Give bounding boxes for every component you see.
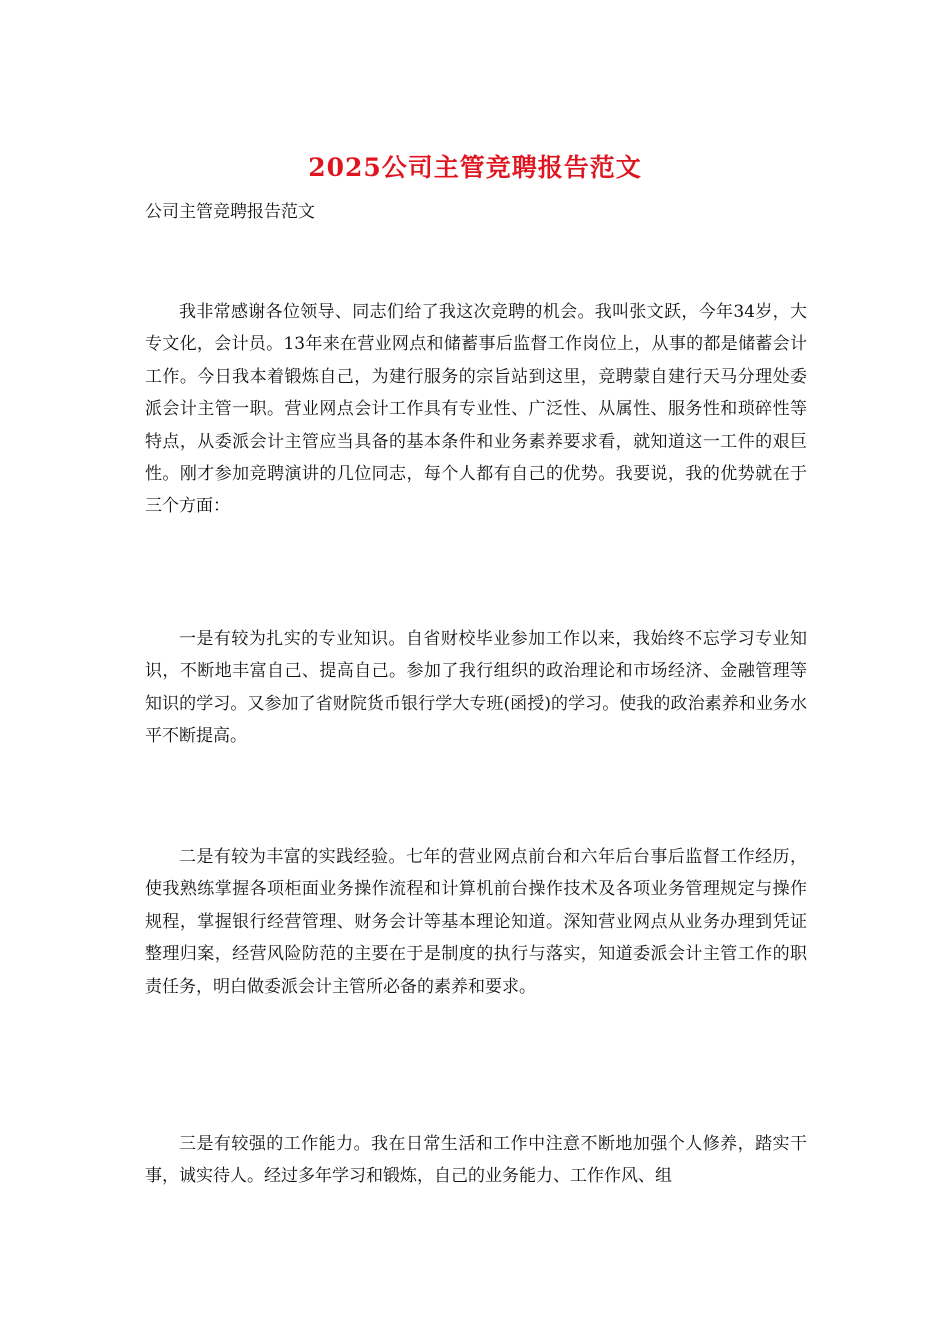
paragraph-practical-experience: 二是有较为丰富的实践经验。七年的营业网点前台和六年后台事后监督工作经历，使我熟练掌握各项柜面业务操作流程和计算机前台操作技术及各项业务管理规定与操作规程，掌握银行经营管理、财务会计等基本理论知道。深知营业网点从业务办理到凭证整理归案，经营风险防范的主要在于是制度的执行与落实，知道委派会计主管工作的职责任务，明白做委派会计主管所必备的素养和要求。 bbox=[145, 847, 807, 997]
document-subtitle: 公司主管竞聘报告范文 bbox=[145, 202, 315, 222]
document-title: 2025公司主管竞聘报告范文 bbox=[308, 153, 642, 182]
paragraph-professional-knowledge: 一是有较为扎实的专业知识。自省财校毕业参加工作以来，我始终不忘学习专业知识，不断地丰富自己、提高自己。参加了我行组织的政治理论和市场经济、金融管理等知识的学习。又参加了省财院货币银行学大专班(函授)的学习。使我的政治素养和业务水平不断提高。 bbox=[145, 629, 807, 747]
paragraph-intro: 我非常感谢各位领导、同志们给了我这次竞聘的机会。我叫张文跃，今年34岁，大专文化，会计员。13年来在营业网点和储蓄事后监督工作岗位上，从事的都是储蓄会计工作。今日我本着锻炼自己，为建行服务的宗旨站到这里，竞聘蒙自建行天马分理处委派会计主管一职。营业网点会计工作具有专业性、广泛性、从属性、服务性和琐碎性等特点，从委派会计主管应当具备的基本条件和业务素养要求看，就知道这一工件的艰巨性。刚才参加竞聘演讲的几位同志，每个人都有自己的优势。我要说，我的优势就在于三个方面： bbox=[145, 302, 807, 517]
paragraph-work-ability: 三是有较强的工作能力。我在日常生活和工作中注意不断地加强个人修养，踏实干事，诚实待人。经过多年学习和锻炼，自己的业务能力、工作作风、组 bbox=[145, 1134, 807, 1187]
